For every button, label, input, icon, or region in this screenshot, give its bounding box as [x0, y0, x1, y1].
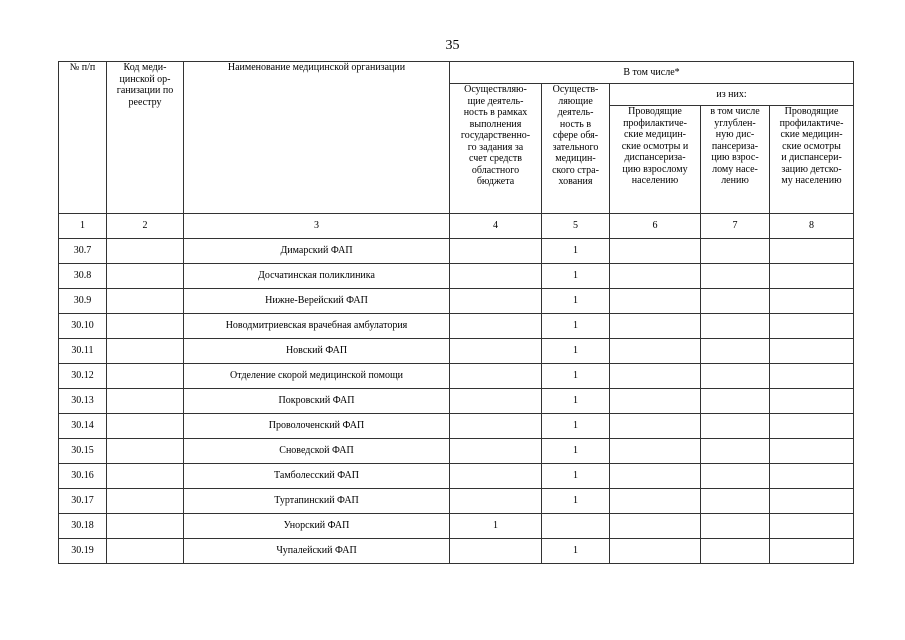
header-col-deep: в том числе углублен- ную дис- пансериза- цию взрос- лому насе- лению: [701, 106, 770, 214]
org-code-cell: [107, 414, 184, 439]
oms-cell: 1: [542, 414, 610, 439]
child-screening-cell: [770, 364, 854, 389]
oms-cell: 1: [542, 314, 610, 339]
deep-screening-cell: [701, 239, 770, 264]
row-number-cell: 30.8: [59, 264, 107, 289]
oms-cell: [542, 514, 610, 539]
medical-organizations-table: [58, 61, 854, 564]
header-col-oms: Осуществ- ляющие деятель- ность в сфере обя- зательного медицин- ского стра- хования: [542, 84, 610, 214]
deep-screening-cell: [701, 464, 770, 489]
state-budget-cell: [450, 364, 542, 389]
org-name-cell: Тамболесский ФАП: [184, 464, 450, 489]
column-number: 7: [701, 214, 770, 239]
org-code-cell: [107, 339, 184, 364]
child-screening-cell: [770, 539, 854, 564]
row-number-cell: 30.9: [59, 289, 107, 314]
table-row: [59, 289, 854, 314]
row-number-cell: 30.17: [59, 489, 107, 514]
row-number-cell: 30.11: [59, 339, 107, 364]
table-row: [59, 514, 854, 539]
org-code-cell: [107, 464, 184, 489]
org-code-cell: [107, 539, 184, 564]
org-name-cell: Сноведской ФАП: [184, 439, 450, 464]
header-col-child: Проводящие профилактиче- ские медицин- ские осмотры и диспансери- зацию детско- му населению: [770, 106, 854, 214]
org-name-cell: Туртапинский ФАП: [184, 489, 450, 514]
org-code-cell: [107, 239, 184, 264]
oms-cell: 1: [542, 289, 610, 314]
table-row: [59, 414, 854, 439]
column-number-row: [59, 214, 854, 239]
org-name-cell: Новодмитриевская врачебная амбулатория: [184, 314, 450, 339]
oms-cell: 1: [542, 389, 610, 414]
org-name-cell: Досчатинская поликлиника: [184, 264, 450, 289]
adult-screening-cell: [610, 289, 701, 314]
header-col-state: Осуществляю- щие деятель- ность в рамках выполнения государственно- го задания за счет средств областного бюджета: [450, 84, 542, 214]
oms-cell: 1: [542, 464, 610, 489]
state-budget-cell: [450, 414, 542, 439]
table-row: [59, 339, 854, 364]
adult-screening-cell: [610, 539, 701, 564]
state-budget-cell: [450, 439, 542, 464]
adult-screening-cell: [610, 514, 701, 539]
oms-cell: 1: [542, 239, 610, 264]
row-number-cell: 30.15: [59, 439, 107, 464]
state-budget-cell: [450, 289, 542, 314]
column-number: 4: [450, 214, 542, 239]
table-row: [59, 439, 854, 464]
table-row: [59, 364, 854, 389]
org-name-cell: Димарский ФАП: [184, 239, 450, 264]
deep-screening-cell: [701, 364, 770, 389]
state-budget-cell: [450, 339, 542, 364]
child-screening-cell: [770, 314, 854, 339]
deep-screening-cell: [701, 289, 770, 314]
row-number-cell: 30.19: [59, 539, 107, 564]
org-name-cell: Унорский ФАП: [184, 514, 450, 539]
table-row: [59, 389, 854, 414]
deep-screening-cell: [701, 339, 770, 364]
org-code-cell: [107, 489, 184, 514]
deep-screening-cell: [701, 539, 770, 564]
adult-screening-cell: [610, 264, 701, 289]
child-screening-cell: [770, 439, 854, 464]
org-name-cell: Отделение скорой медицинской помощи: [184, 364, 450, 389]
row-number-cell: 30.16: [59, 464, 107, 489]
table-row: [59, 464, 854, 489]
header-col-adult: Проводящие профилактиче- ские медицин- ские осмотры и диспансериза- цию взрослому населению: [610, 106, 701, 214]
org-name-cell: Проволоченский ФАП: [184, 414, 450, 439]
child-screening-cell: [770, 414, 854, 439]
column-number: 8: [770, 214, 854, 239]
header-col-no: № п/п: [59, 62, 107, 214]
page-number: 35: [445, 38, 460, 53]
column-number: 5: [542, 214, 610, 239]
org-code-cell: [107, 264, 184, 289]
header-col-code: Код меди- цинской ор- ганизации по реестру: [107, 62, 184, 214]
org-name-cell: Чупалейский ФАП: [184, 539, 450, 564]
child-screening-cell: [770, 339, 854, 364]
header-col-name: Наименование медицинской организации: [184, 62, 450, 214]
child-screening-cell: [770, 514, 854, 539]
row-number-cell: 30.12: [59, 364, 107, 389]
org-name-cell: Новский ФАП: [184, 339, 450, 364]
table-row: [59, 539, 854, 564]
org-code-cell: [107, 514, 184, 539]
org-name-cell: Нижне-Верейский ФАП: [184, 289, 450, 314]
adult-screening-cell: [610, 364, 701, 389]
header-group-of-them: из них:: [610, 84, 854, 106]
deep-screening-cell: [701, 489, 770, 514]
state-budget-cell: [450, 389, 542, 414]
header-group-total: В том числе*: [450, 62, 854, 84]
adult-screening-cell: [610, 314, 701, 339]
adult-screening-cell: [610, 439, 701, 464]
adult-screening-cell: [610, 414, 701, 439]
state-budget-cell: [450, 464, 542, 489]
deep-screening-cell: [701, 264, 770, 289]
deep-screening-cell: [701, 389, 770, 414]
table-row: [59, 264, 854, 289]
row-number-cell: 30.13: [59, 389, 107, 414]
state-budget-cell: 1: [450, 514, 542, 539]
state-budget-cell: [450, 239, 542, 264]
oms-cell: 1: [542, 364, 610, 389]
org-code-cell: [107, 439, 184, 464]
child-screening-cell: [770, 464, 854, 489]
child-screening-cell: [770, 289, 854, 314]
state-budget-cell: [450, 264, 542, 289]
state-budget-cell: [450, 489, 542, 514]
org-name-cell: Покровский ФАП: [184, 389, 450, 414]
row-number-cell: 30.7: [59, 239, 107, 264]
deep-screening-cell: [701, 314, 770, 339]
child-screening-cell: [770, 239, 854, 264]
state-budget-cell: [450, 314, 542, 339]
adult-screening-cell: [610, 339, 701, 364]
org-code-cell: [107, 314, 184, 339]
table-row: [59, 314, 854, 339]
row-number-cell: 30.18: [59, 514, 107, 539]
column-number: 2: [107, 214, 184, 239]
org-code-cell: [107, 389, 184, 414]
adult-screening-cell: [610, 239, 701, 264]
adult-screening-cell: [610, 464, 701, 489]
oms-cell: 1: [542, 439, 610, 464]
table-row: [59, 239, 854, 264]
deep-screening-cell: [701, 439, 770, 464]
org-code-cell: [107, 364, 184, 389]
table-row: [59, 489, 854, 514]
adult-screening-cell: [610, 489, 701, 514]
oms-cell: 1: [542, 264, 610, 289]
org-code-cell: [107, 289, 184, 314]
deep-screening-cell: [701, 514, 770, 539]
deep-screening-cell: [701, 414, 770, 439]
row-number-cell: 30.10: [59, 314, 107, 339]
child-screening-cell: [770, 489, 854, 514]
oms-cell: 1: [542, 489, 610, 514]
state-budget-cell: [450, 539, 542, 564]
child-screening-cell: [770, 264, 854, 289]
adult-screening-cell: [610, 389, 701, 414]
oms-cell: 1: [542, 339, 610, 364]
column-number: 6: [610, 214, 701, 239]
column-number: 1: [59, 214, 107, 239]
oms-cell: 1: [542, 539, 610, 564]
row-number-cell: 30.14: [59, 414, 107, 439]
child-screening-cell: [770, 389, 854, 414]
column-number: 3: [184, 214, 450, 239]
